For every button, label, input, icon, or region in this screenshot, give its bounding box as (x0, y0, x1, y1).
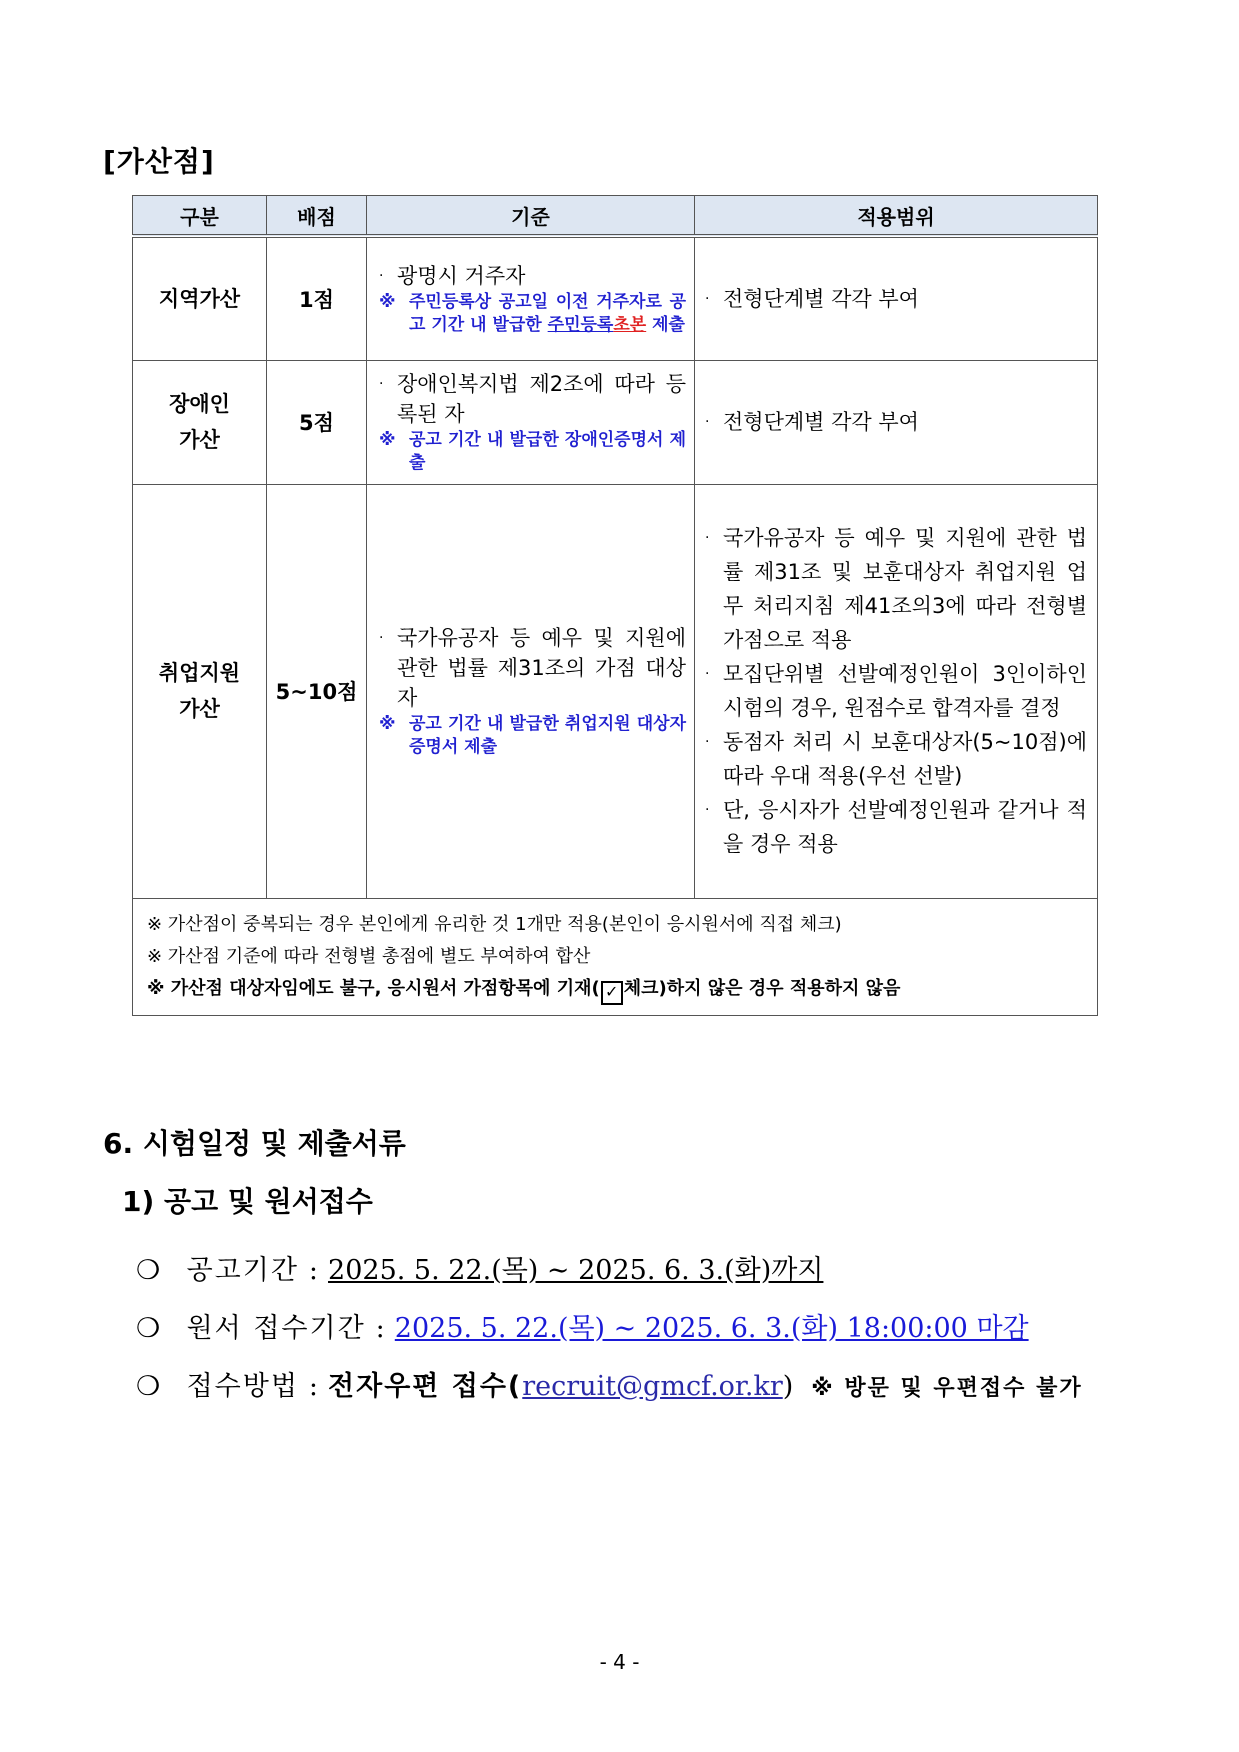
subsection-heading: 1) 공고 및 원서접수 (122, 1185, 373, 1218)
bonus-points-table (132, 195, 1098, 1016)
criteria-note: ※ 주민등록상 공고일 이전 거주자로 공고 기간 내 발급한 주민등록초본 제출 (379, 291, 686, 335)
email-link[interactable]: recruit@gmcf.or.kr (522, 1371, 783, 1402)
row-category: 지역가산 (133, 236, 267, 360)
page-number: - 4 - (599, 1650, 640, 1674)
criteria-bullet: · 장애인복지법 제2조에 따라 등록된 자 (379, 372, 686, 426)
row-criteria (367, 484, 695, 898)
circle-bullet-icon: ❍ (136, 1313, 161, 1344)
row-category: 취업지원 가산 (133, 484, 267, 898)
schedule-item-application: ❍ 원서 접수기간 : 2025. 5. 22.(목) ∼ 2025. 6. 3.(화) 18:00:00 마감 (136, 1313, 1029, 1344)
footnote-3: ※ 가산점 대상자임에도 불구, 응시원서 가점항목에 기재( ✓ 체크)하지 않은 경우 적용하지 않음 (147, 973, 1083, 1005)
criteria-bullet: · 광명시 거주자 (379, 263, 526, 288)
row-points: 5~10점 (267, 484, 367, 898)
circle-bullet-icon: ❍ (136, 1371, 161, 1402)
scope-item: · 동점자 처리 시 보훈대상자(5~10점)에 따라 우대 적용(우선 선발) (705, 730, 1087, 788)
criteria-note: ※ 공고 기간 내 발급한 취업지원 대상자 증명서 제출 (379, 714, 686, 757)
row-scope: · 전형단계별 각각 부여 (695, 360, 1098, 484)
page-title: [가산점] (103, 145, 215, 178)
row-points: 1점 (267, 236, 367, 360)
scope-item: · 단, 응시자가 선발예정인원과 같거나 적을 경우 적용 (705, 798, 1087, 856)
footnotes-row (133, 898, 1098, 1015)
footnote-2: ※ 가산점 기준에 따라 전형별 총점에 별도 부여하여 합산 (147, 945, 591, 967)
table-row (133, 484, 1098, 898)
row-scope (695, 484, 1098, 898)
footnote-1: ※ 가산점이 중복되는 경우 본인에게 유리한 것 1개만 적용(본인이 응시원서에 직접 체크) (147, 913, 842, 935)
row-criteria (367, 236, 695, 360)
table-header-row (133, 196, 1098, 237)
schedule-item-announcement: ❍ 공고기간 : 2025. 5. 22.(목) ∼ 2025. 6. 3.(화)까지 (136, 1255, 824, 1286)
row-criteria (367, 360, 695, 484)
criteria-note: ※ 공고 기간 내 발급한 장애인증명서 제출 (379, 430, 686, 473)
circle-bullet-icon: ❍ (136, 1255, 161, 1286)
row-scope: · 전형단계별 각각 부여 (695, 236, 1098, 360)
table-row (133, 236, 1098, 360)
criteria-bullet: · 국가유공자 등 예우 및 지원에 관한 법률 제31조의 가점 대상자 (379, 626, 686, 710)
scope-item: · 국가유공자 등 예우 및 지원에 관한 법률 제31조 및 보훈대상자 취업지원 업무 처리지침 제41조의3에 따라 전형별 가점으로 적용 (705, 526, 1087, 652)
scope-item: · 모집단위별 선발예정인원이 3인이하인 시험의 경우, 원점수로 합격자를 결정 (705, 662, 1087, 720)
table-row (133, 360, 1098, 484)
row-points: 5점 (267, 360, 367, 484)
footnotes (133, 898, 1098, 1015)
header-points: 배점 (267, 196, 367, 237)
checkbox-icon: ✓ (601, 981, 623, 1005)
header-category: 구분 (133, 196, 267, 237)
row-category: 장애인 가산 (133, 360, 267, 484)
header-scope: 적용범위 (695, 196, 1098, 237)
section-heading: 6. 시험일정 및 제출서류 (103, 1127, 406, 1160)
schedule-item-method: ❍ 접수방법 : 전자우편 접수(recruit@gmcf.or.kr) ※ 방문 및 우편접수 불가 (136, 1371, 1083, 1402)
header-criteria: 기준 (367, 196, 695, 237)
